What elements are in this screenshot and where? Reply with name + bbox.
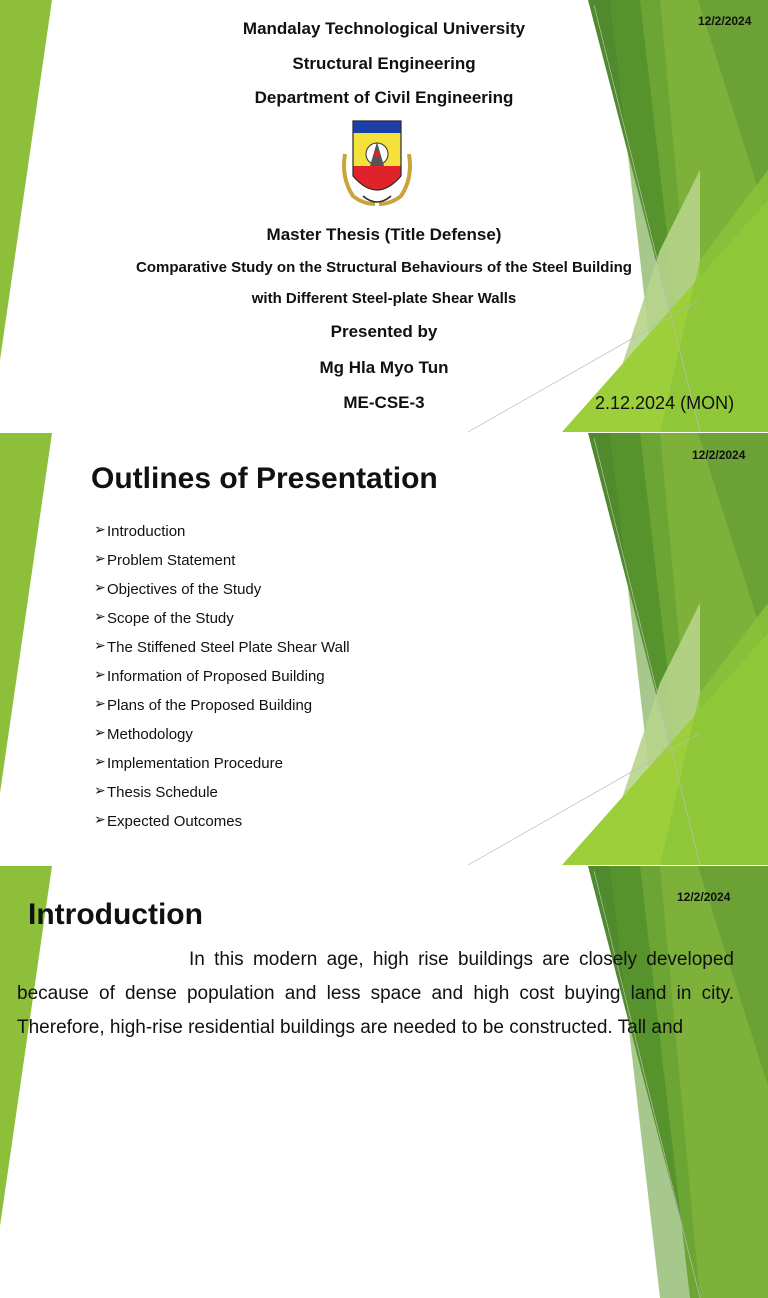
outline-list	[96, 521, 350, 840]
department-name: Department of Civil Engineering	[254, 88, 514, 107]
arrow-bullet-icon: ➢	[94, 666, 106, 682]
arrow-bullet-icon: ➢	[94, 724, 106, 740]
list-item: ➢ Implementation Procedure	[96, 753, 350, 782]
list-item: ➢ Scope of the Study	[96, 608, 350, 637]
thesis-type: Master Thesis (Title Defense)	[266, 225, 502, 244]
thesis-title-line1: Comparative Study on the Structural Behaviours of the Steel Building	[136, 259, 632, 276]
list-item: ➢ Information of Proposed Building	[96, 666, 350, 695]
presented-by-label: Presented by	[330, 322, 438, 341]
introduction-body: In this modern age, high rise buildings are closely developed because of dense population and less space and high cost buying land in city. Therefore, high-rise residential buildings are needed to be constructed. Tall and	[17, 949, 734, 1038]
list-item: ➢ Introduction	[96, 521, 350, 550]
presentation-date: 2.12.2024 (MON)	[595, 393, 735, 413]
arrow-bullet-icon: ➢	[94, 695, 106, 711]
presenter-name: Mg Hla Myo Tun	[319, 358, 449, 377]
university-crest-icon	[339, 118, 415, 206]
slide-date: 12/2/2024	[692, 448, 746, 462]
slide-date: 12/2/2024	[698, 14, 752, 28]
arrow-bullet-icon: ➢	[94, 811, 106, 827]
university-name: Mandalay Technological University	[242, 19, 526, 38]
slide-introduction	[0, 866, 768, 1038]
list-item: ➢ Methodology	[96, 724, 350, 753]
presenter-roll: ME-CSE-3	[343, 393, 425, 412]
list-item: ➢ Expected Outcomes	[96, 811, 350, 840]
list-item: ➢ Objectives of the Study	[96, 579, 350, 608]
arrow-bullet-icon: ➢	[94, 550, 106, 566]
list-item: ➢ The Stiffened Steel Plate Shear Wall	[96, 637, 350, 666]
list-item: ➢ Plans of the Proposed Building	[96, 695, 350, 724]
program-name: Structural Engineering	[292, 54, 476, 73]
arrow-bullet-icon: ➢	[94, 608, 106, 624]
list-item: ➢ Problem Statement	[96, 550, 350, 579]
introduction-heading: Introduction	[28, 898, 203, 931]
slide-title	[0, 0, 768, 432]
outline-heading: Outlines of Presentation	[91, 462, 438, 495]
slide-date: 12/2/2024	[677, 890, 731, 904]
arrow-bullet-icon: ➢	[94, 521, 106, 537]
arrow-bullet-icon: ➢	[94, 753, 106, 769]
arrow-bullet-icon: ➢	[94, 637, 106, 653]
list-item: ➢ Thesis Schedule	[96, 782, 350, 811]
arrow-bullet-icon: ➢	[94, 782, 106, 798]
slide-outline	[0, 433, 768, 865]
thesis-title-line2: with Different Steel-plate Shear Walls	[251, 290, 517, 307]
arrow-bullet-icon: ➢	[94, 579, 106, 595]
